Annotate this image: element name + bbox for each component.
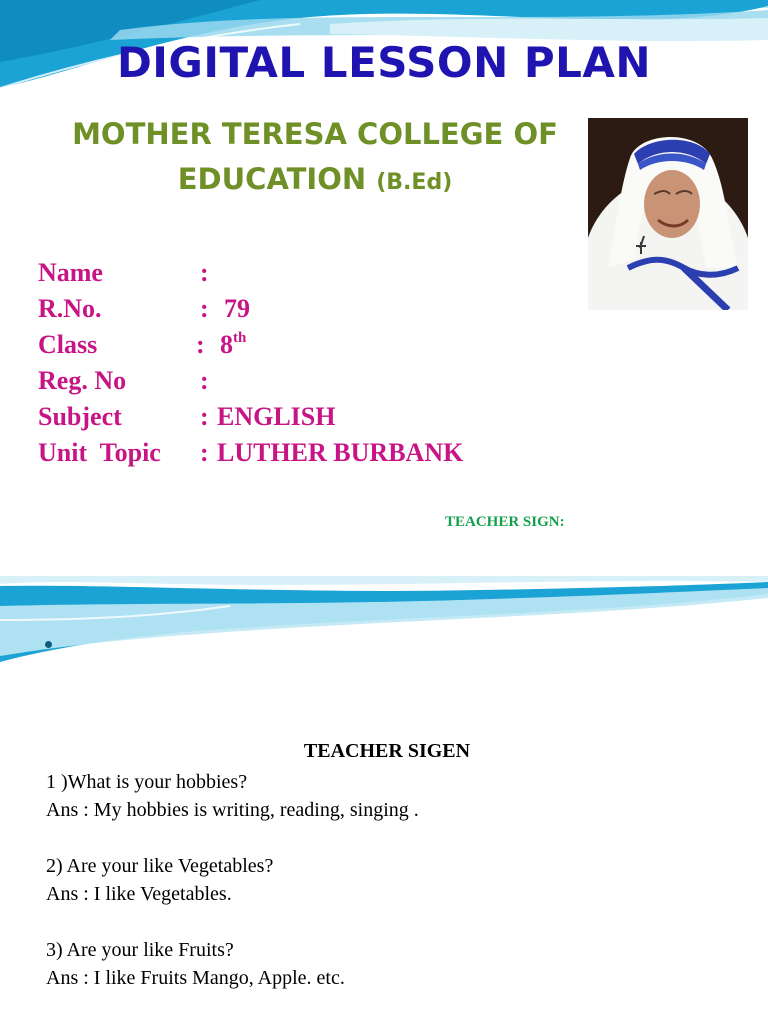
field-separator: : [200,402,209,431]
field-value-suffix: th [233,330,247,346]
answer: Ans : I like Fruits Mango, Apple. etc. [46,967,345,989]
question: 3) Are your like Fruits? [46,939,234,961]
college-degree: (B.Ed) [376,170,453,195]
answer: Ans : My hobbies is writing, reading, singing . [46,799,419,821]
teacher-sign-label: TEACHER SIGN: [445,514,565,530]
bullet-dot [45,641,52,648]
field-separator: : [200,294,209,323]
field-separator: : [200,438,209,467]
field-label: Class [38,330,98,359]
field-separator: : [200,258,209,287]
page-title: DIGITAL LESSON PLAN [116,38,652,87]
question-list [46,768,419,992]
field-label: Subject [38,402,122,431]
field-value [220,327,246,363]
person-portrait-icon [588,118,748,310]
field-value: LUTHER BURBANK [217,438,464,467]
college-name [30,112,600,205]
college-name-line2 [30,157,600,205]
field-value-main: 8 [220,330,233,359]
college-name-main: EDUCATION [177,162,377,196]
field-label: Name [38,258,103,287]
wave-banner-second [0,576,768,676]
question: 2) Are your like Vegetables? [46,855,274,877]
field-label: Unit Topic [38,438,161,467]
field-separator: : [200,366,209,395]
question: 1 )What is your hobbies? [46,771,248,793]
field-label: R.No. [38,294,102,323]
section-heading: TEACHER SIGEN [303,740,471,762]
field-value: ENGLISH [217,402,336,431]
field-separator: : [196,330,205,359]
field-label: Reg. No [38,366,127,395]
college-name-line1: MOTHER TERESA COLLEGE OF [72,117,558,151]
slide-questions [0,576,768,1024]
answer: Ans : I like Vegetables. [46,883,232,905]
field-value: 79 [224,294,250,323]
